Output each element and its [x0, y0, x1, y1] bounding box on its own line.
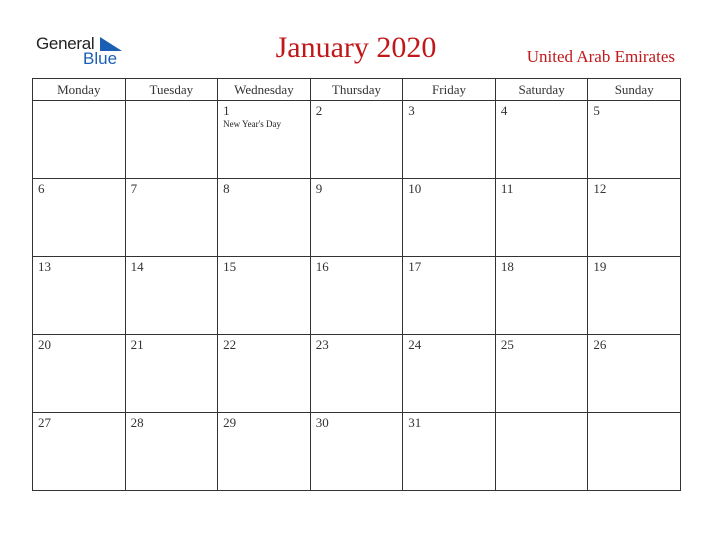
- day-number: 30: [315, 415, 329, 430]
- day-number: 23: [315, 337, 329, 352]
- day-number: 11: [500, 181, 514, 196]
- day-cell: [125, 413, 218, 491]
- day-cell: [495, 413, 588, 491]
- day-cell: [33, 335, 126, 413]
- day-cell: [310, 257, 403, 335]
- page-title: January 2020: [275, 31, 437, 64]
- day-cell: [588, 413, 681, 491]
- day-cell: [310, 179, 403, 257]
- weekday-header: Friday: [403, 79, 496, 101]
- day-cell: [495, 179, 588, 257]
- day-cell: [403, 101, 496, 179]
- day-number: 7: [130, 181, 138, 196]
- day-cell: [403, 335, 496, 413]
- day-number: 16: [315, 259, 329, 274]
- weekday-header: Saturday: [495, 79, 588, 101]
- day-cell: [218, 101, 311, 179]
- day-number: 25: [500, 337, 514, 352]
- day-number: 22: [223, 337, 237, 352]
- day-cell: [588, 101, 681, 179]
- day-number: 21: [130, 337, 144, 352]
- day-number: 31: [408, 415, 422, 430]
- day-number: 6: [38, 181, 45, 196]
- day-number: 10: [408, 181, 422, 196]
- day-cell: [403, 257, 496, 335]
- day-cell: [495, 335, 588, 413]
- day-number: 1: [223, 103, 230, 118]
- week-row: [33, 101, 681, 179]
- day-cell: [588, 257, 681, 335]
- day-number: 14: [130, 259, 144, 274]
- day-cell: [310, 335, 403, 413]
- day-number: 5: [593, 103, 600, 118]
- weekday-header: Thursday: [310, 79, 403, 101]
- day-number: 28: [130, 415, 144, 430]
- day-cell: [125, 335, 218, 413]
- weekday-header: Sunday: [588, 79, 681, 101]
- day-number: 15: [223, 259, 237, 274]
- logo-text-blue: Blue: [83, 49, 118, 68]
- day-cell: [33, 101, 126, 179]
- day-cell: [33, 179, 126, 257]
- day-cell: [218, 413, 311, 491]
- day-number: 12: [593, 181, 607, 196]
- day-number: 2: [315, 103, 323, 118]
- logo-text-general: General: [36, 34, 95, 53]
- day-number: 26: [593, 337, 607, 352]
- day-cell: [310, 413, 403, 491]
- day-number: 3: [408, 103, 415, 118]
- week-row: [33, 335, 681, 413]
- day-number: 13: [38, 259, 51, 274]
- day-number: 9: [315, 181, 323, 196]
- day-cell: [310, 101, 403, 179]
- day-number: 27: [38, 415, 51, 430]
- day-cell: [495, 257, 588, 335]
- day-cell: [403, 179, 496, 257]
- weekday-header: Tuesday: [125, 79, 218, 101]
- day-number: 8: [223, 181, 230, 196]
- day-number: 17: [408, 259, 422, 274]
- week-row: [33, 179, 681, 257]
- day-cell: [403, 413, 496, 491]
- day-cell: [218, 335, 311, 413]
- day-number: 24: [408, 337, 422, 352]
- day-cell: [495, 101, 588, 179]
- day-cell: [125, 257, 218, 335]
- holiday-label: New Year's Day: [223, 119, 281, 129]
- day-cell: [33, 413, 126, 491]
- day-cell: [125, 101, 218, 179]
- day-number: 4: [500, 103, 508, 118]
- day-cell: [588, 179, 681, 257]
- calendar-grid: [32, 78, 681, 491]
- day-cell: [125, 179, 218, 257]
- week-row: [33, 413, 681, 491]
- day-cell: [33, 257, 126, 335]
- week-row: [33, 257, 681, 335]
- country-name: United Arab Emirates: [526, 47, 675, 66]
- day-number: 20: [38, 337, 51, 352]
- weekday-header: Wednesday: [218, 79, 311, 101]
- weekday-header-row: [33, 79, 681, 101]
- day-number: 29: [223, 415, 237, 430]
- day-number: 18: [500, 259, 514, 274]
- day-cell: [588, 335, 681, 413]
- day-cell: [218, 257, 311, 335]
- weekday-header: Monday: [33, 79, 126, 101]
- day-number: 19: [593, 259, 607, 274]
- day-cell: [218, 179, 311, 257]
